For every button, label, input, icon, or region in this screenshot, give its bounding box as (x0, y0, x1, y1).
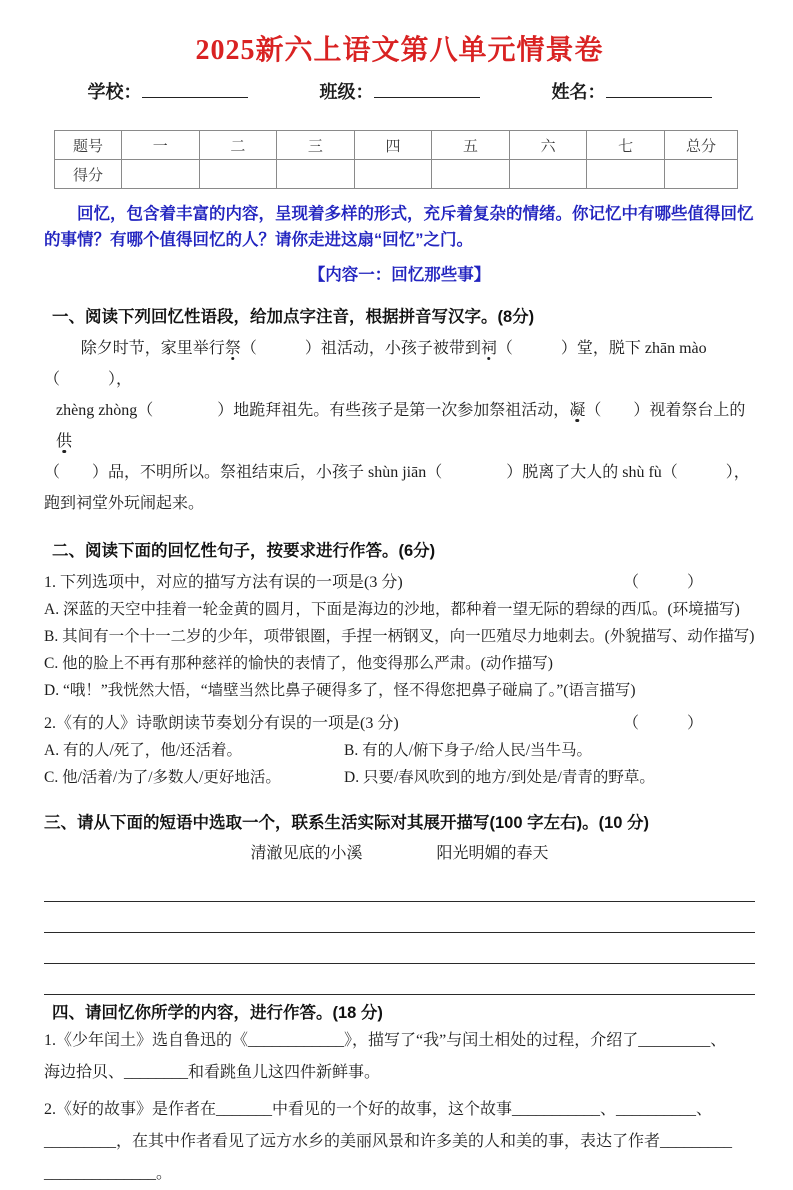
school-blank-line (142, 82, 248, 98)
writing-line (44, 902, 755, 933)
writing-line (44, 871, 755, 902)
page-title: 2025新六上语文第八单元情景卷 (195, 35, 604, 66)
dotted-character: 祠 (480, 340, 497, 357)
pinyin-passage (44, 333, 755, 519)
score-cell (509, 160, 587, 189)
phrase-choices (44, 840, 755, 863)
question-1-answer-bracket: （ ） (622, 574, 703, 591)
section-two-heading: 二、阅读下面的回忆性句子，按要求进行作答。(6分) (52, 542, 436, 560)
phrase-option-2: 阳光明媚的春天 (436, 845, 549, 862)
fill-line: 海边拾贝、________和看跳鱼儿这四件新鲜事。 (44, 1064, 381, 1081)
score-col-1: 一 (122, 131, 200, 160)
school-label: 学校： (87, 82, 142, 102)
score-table (54, 130, 738, 189)
passage-line: （ ）品，不明所以。祭祖结束后，小孩子 shùn jiān（ ）脱离了大人的 shù fù（ ）， (44, 464, 750, 481)
passage-line: zhèng zhòng（ ）地跪拜祖先。有些孩子是第一次参加祭祖活动，凝（ ）视着祭台上的供 (56, 402, 746, 450)
section-one-heading: 一、阅读下列回忆性语段，给加点字注音，根据拼音写汉字。(8分) (52, 308, 535, 326)
score-col-5: 五 (432, 131, 510, 160)
score-cell (122, 160, 200, 189)
score-cell (665, 160, 738, 189)
score-col-total: 总分 (665, 131, 738, 160)
score-col-2: 二 (199, 131, 277, 160)
score-cell (277, 160, 355, 189)
score-cell (354, 160, 432, 189)
option-d: D. 只要/春风吹到的地方/到处是/青青的野草。 (344, 769, 655, 786)
question-1-text: 1. 下列选项中，对应的描写方法有误的一项是(3 分) (44, 574, 403, 591)
score-table-header-row (55, 131, 738, 160)
option-a: A. 有的人/死了，他/还活着。 (44, 742, 243, 759)
score-table-corner: 题号 (55, 131, 122, 160)
question-1-row (44, 569, 755, 596)
section-four-heading: 四、请回忆你所学的内容，进行作答。(18 分) (52, 1004, 383, 1022)
class-label: 班级： (319, 82, 374, 102)
option-d: D. “哦！”我恍然大悟，“墙壁当然比鼻子硬得多了，怪不得您把鼻子碰扁了。”(语言描写) (44, 682, 636, 699)
passage-line: 除夕时节，家里举行祭（ ）祖活动，小孩子被带到祠（ ）堂，脱下 zhān mào（ ）， (44, 340, 707, 388)
score-table-score-row (55, 160, 738, 189)
school-field (88, 78, 248, 104)
intro-paragraph: 回忆，包含着丰富的内容，呈现着多样的形式，充斥着复杂的情绪。你记忆中有哪些值得回忆的事情？有哪个值得回忆的人？请你走进这扇“回忆”之门。 (44, 205, 754, 249)
dotted-character: 凝 (569, 402, 586, 419)
phrase-option-1: 清澈见底的小溪 (250, 845, 363, 862)
option-b: B. 其间有一个十一二岁的少年，项带银圈，手捏一柄钢叉，向一匹殖尽力地刺去。(外貌描写、动作描写) (44, 628, 755, 645)
section-three-heading: 三、请从下面的短语中选取一个，联系生活实际对其展开描写(100 字左右)。(10 分) (44, 814, 650, 832)
fill-line: _________，在其中作者看见了远方水乡的美丽风景和许多美的人和美的事，表达了作者_________ (44, 1133, 733, 1150)
passage-line: 跑到祠堂外玩闹起来。 (44, 495, 205, 512)
option-b: B. 有的人/俯下身子/给人民/当牛马。 (344, 742, 593, 759)
fill-line: 2.《好的故事》是作者在_______中看见的一个好的故事，这个故事___________、__________、 (44, 1101, 713, 1118)
option-c: C. 他/活着/为了/多数人/更好地活。 (44, 769, 281, 786)
student-info-row (44, 78, 755, 104)
score-col-7: 七 (587, 131, 665, 160)
option-c: C. 他的脸上不再有那种慈祥的愉快的表情了，他变得那么严肃。(动作描写) (44, 655, 553, 672)
fill-line: ______________。 (44, 1165, 173, 1182)
score-col-6: 六 (509, 131, 587, 160)
score-cell (432, 160, 510, 189)
score-col-3: 三 (277, 131, 355, 160)
question-2-text: 2.《有的人》诗歌朗读节奏划分有误的一项是(3 分) (44, 715, 399, 732)
writing-lines-area (44, 871, 755, 995)
name-label: 姓名： (551, 82, 606, 102)
option-a: A. 深蓝的天空中挂着一轮金黄的圆月，下面是海边的沙地，都种着一望无际的碧绿的西瓜。(环境描写) (44, 601, 740, 618)
writing-line (44, 964, 755, 995)
writing-line (44, 933, 755, 964)
content-banner: 【内容一：回忆那些事】 (308, 266, 491, 284)
fill-question-2 (44, 1094, 755, 1190)
name-field (552, 78, 712, 104)
question-2-options (44, 737, 755, 791)
class-blank-line (374, 82, 480, 98)
name-blank-line (606, 82, 712, 98)
score-row-label: 得分 (55, 160, 122, 189)
fill-line: 1.《少年闰土》选自鲁迅的《____________》，描写了“我”与闰土相处的过程，介绍了_________、 (44, 1032, 727, 1049)
question-1-options (44, 596, 755, 704)
class-field (320, 78, 480, 104)
score-cell (587, 160, 665, 189)
question-2-answer-bracket: （ ） (622, 715, 703, 732)
score-cell (199, 160, 277, 189)
dotted-character: 供 (56, 433, 73, 450)
fill-question-1 (44, 1025, 755, 1089)
dotted-character: 祭 (224, 340, 241, 357)
score-col-4: 四 (354, 131, 432, 160)
question-2-row (44, 710, 755, 737)
